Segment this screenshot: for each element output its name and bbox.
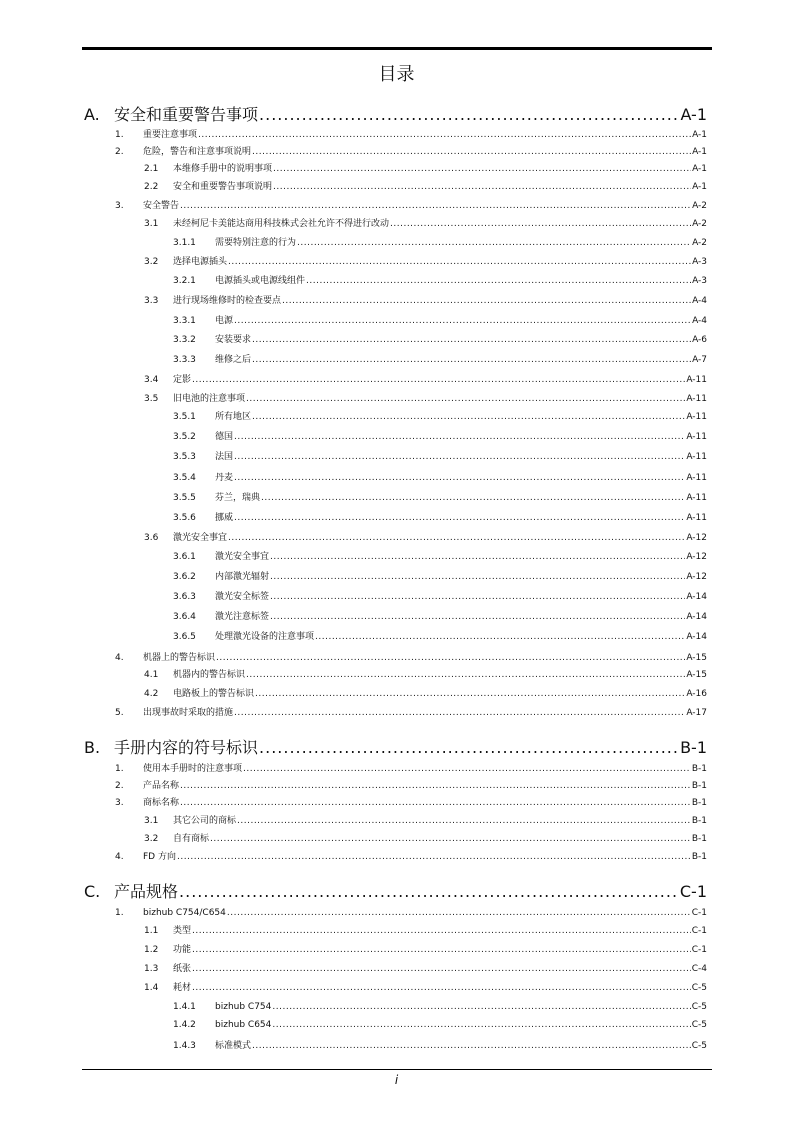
toc-entry-page: A-11 [686, 513, 707, 523]
toc-entry-title: 手册内容的符号标识 [114, 738, 259, 757]
toc-entry-title: 商标名称 [143, 798, 180, 808]
toc-entry[interactable] [173, 571, 707, 584]
toc-entry-number: 1. [115, 764, 124, 774]
toc-entry-number: 3.5.4 [173, 473, 196, 483]
toc-entry-page: B-1 [691, 852, 707, 862]
toc-entry[interactable] [84, 737, 707, 759]
toc-entry-page: A-1 [692, 147, 707, 157]
toc-entry[interactable] [173, 431, 707, 444]
toc-leader-dots [192, 944, 691, 957]
toc-entry-number: 3.4 [144, 375, 159, 385]
toc-entry[interactable] [144, 815, 707, 828]
toc-entry-page: A-1 [680, 105, 707, 124]
toc-leader-dots [272, 1001, 690, 1014]
toc-entry[interactable] [173, 354, 707, 367]
toc-entry-title: 安全和重要警告事项 [114, 105, 259, 124]
toc-entry-title: 芬兰，瑞典 [215, 493, 261, 503]
toc-entry-title: 选择电源插头 [173, 257, 228, 267]
toc-entry-number: 1.4.3 [173, 1041, 196, 1051]
toc-entry[interactable] [173, 631, 707, 644]
toc-entry[interactable] [115, 763, 707, 776]
toc-entry[interactable] [144, 944, 707, 957]
toc-entry[interactable] [144, 374, 707, 387]
toc-entry-title: 出现事故时采取的措施 [143, 708, 234, 718]
toc-entry-page: A-11 [686, 412, 707, 422]
toc-leader-dots [234, 512, 685, 525]
toc-entry[interactable] [144, 688, 707, 701]
toc-entry-page: C-1 [691, 926, 707, 936]
toc-leader-dots [180, 200, 691, 213]
toc-entry-page: A-11 [686, 473, 707, 483]
toc-entry[interactable] [84, 881, 707, 903]
toc-entry-page: A-7 [692, 355, 707, 365]
toc-leader-dots [198, 129, 691, 142]
toc-entry-page: A-14 [686, 612, 707, 622]
toc-leader-dots [234, 707, 685, 720]
toc-entry-page: B-1 [691, 816, 707, 826]
toc-entry-page: A-11 [686, 375, 707, 385]
toc-entry-number: 3.5.3 [173, 452, 196, 462]
toc-entry-page: B-1 [691, 764, 707, 774]
toc-leader-dots [255, 688, 685, 701]
toc-leader-dots [228, 532, 685, 545]
toc-entry-title: 自有商标 [173, 834, 210, 844]
toc-entry-title: 激光安全事宜 [173, 533, 228, 543]
toc-leader-dots [259, 737, 679, 759]
toc-entry[interactable] [173, 275, 707, 288]
toc-leader-dots [270, 551, 685, 564]
toc-entry[interactable] [144, 218, 707, 231]
toc-entry-page: A-11 [686, 394, 707, 404]
toc-entry-title: 产品规格 [114, 882, 179, 901]
toc-entry-title: 未经柯尼卡美能达商用科技株式会社允许不得进行改动 [173, 219, 390, 229]
toc-entry-title: 标准模式 [215, 1041, 252, 1051]
toc-leader-dots [228, 256, 691, 269]
toc-entry-page: C-5 [691, 983, 707, 993]
toc-entry-title: FD 方向 [143, 852, 176, 862]
toc-entry-page: A-15 [686, 653, 707, 663]
toc-entry-number: A. [84, 105, 100, 124]
toc-entry-title: 激光注意标签 [215, 612, 270, 622]
toc-entry-title: 机器内的警告标识 [173, 670, 246, 680]
toc-leader-dots [192, 963, 691, 976]
toc-leader-dots [237, 815, 691, 828]
toc-entry[interactable] [144, 181, 707, 194]
toc-entry[interactable] [173, 315, 707, 328]
toc-entry-number: 1.2 [144, 945, 159, 955]
toc-entry-number: 3.5.5 [173, 493, 196, 503]
toc-leader-dots [246, 669, 685, 682]
toc-entry[interactable] [173, 1001, 707, 1014]
toc-leader-dots [273, 163, 691, 176]
toc-entry-page: A-12 [686, 533, 707, 543]
toc-leader-dots [177, 851, 691, 864]
toc-leader-dots [252, 1040, 691, 1053]
toc-entry-page: A-2 [692, 219, 707, 229]
toc-leader-dots [252, 411, 685, 424]
toc-entry-title: 激光安全事宜 [215, 552, 270, 562]
toc-entry-page: A-15 [686, 670, 707, 680]
toc-entry-title: 使用本手册时的注意事项 [143, 764, 243, 774]
toc-leader-dots [227, 907, 691, 920]
toc-entry-title: 定影 [173, 375, 192, 385]
toc-entry-title: 机器上的警告标识 [143, 653, 216, 663]
toc-entry[interactable] [115, 146, 707, 159]
toc-leader-dots [192, 925, 691, 938]
toc-entry-title: 进行现场维修时的检查要点 [173, 296, 282, 306]
toc-entry-number: 3.5 [144, 394, 159, 404]
toc-entry-page: C-1 [679, 882, 707, 901]
toc-entry[interactable] [115, 200, 707, 213]
toc-entry-page: C-5 [691, 1020, 707, 1030]
toc-entry-number: 3.6.1 [173, 552, 196, 562]
toc-entry[interactable] [144, 532, 707, 545]
toc-leader-dots [390, 218, 691, 231]
toc-entry-title: 激光安全标签 [215, 592, 270, 602]
toc-entry[interactable] [173, 1019, 707, 1032]
toc-entry[interactable] [173, 551, 707, 564]
toc-entry[interactable] [173, 591, 707, 604]
toc-entry-page: A-12 [686, 552, 707, 562]
toc-entry[interactable] [115, 851, 707, 864]
toc-leader-dots [234, 451, 685, 464]
toc-entry-page: A-11 [686, 432, 707, 442]
toc-entry[interactable] [173, 1040, 707, 1053]
toc-entry-number: 3. [115, 201, 124, 211]
toc-entry-title: 产品名称 [143, 781, 180, 791]
toc-leader-dots [270, 571, 685, 584]
toc-entry-page: A-6 [692, 335, 707, 345]
toc-leader-dots [210, 833, 691, 846]
toc-leader-dots [234, 431, 685, 444]
toc-entry-page: C-1 [691, 908, 707, 918]
toc-entry[interactable] [144, 982, 707, 995]
toc-entry-title: 维修之后 [215, 355, 252, 365]
toc-entry[interactable] [115, 907, 707, 920]
toc-leader-dots [234, 472, 685, 485]
toc-entry-page: B-1 [680, 738, 707, 757]
toc-entry-number: 3.3 [144, 296, 159, 306]
toc-entry-title: 挪威 [215, 513, 234, 523]
toc-entry[interactable] [115, 707, 707, 720]
toc-entry[interactable] [144, 669, 707, 682]
toc-entry-title: 纸张 [173, 964, 192, 974]
toc-entry-title: 其它公司的商标 [173, 816, 237, 826]
toc-leader-dots [252, 334, 691, 347]
toc-entry-number: 2. [115, 781, 124, 791]
toc-entry[interactable] [144, 925, 707, 938]
toc-entry-page: A-4 [692, 296, 707, 306]
toc-leader-dots [261, 492, 685, 505]
toc-leader-dots [282, 295, 691, 308]
toc-entry[interactable] [84, 104, 707, 126]
toc-entry-page: C-1 [691, 945, 707, 955]
toc-entry-page: A-2 [692, 201, 707, 211]
page-number: i [394, 1073, 399, 1087]
toc-entry-title: 法国 [215, 452, 234, 462]
toc-entry-page: A-1 [692, 164, 707, 174]
toc-leader-dots [216, 652, 685, 665]
toc-entry[interactable] [144, 393, 707, 406]
toc-entry-page: A-11 [686, 493, 707, 503]
toc-leader-dots [180, 780, 691, 793]
toc-entry-page: C-5 [691, 1002, 707, 1012]
toc-leader-dots [246, 393, 685, 406]
toc-entry-number: 2. [115, 147, 124, 157]
toc-entry-number: 4.2 [144, 689, 159, 699]
page-title: 目录 [378, 64, 415, 85]
toc-entry-number: 3.5.2 [173, 432, 196, 442]
toc-entry[interactable] [144, 256, 707, 269]
toc-entry-title: 重要注意事项 [143, 130, 198, 140]
toc-entry[interactable] [173, 472, 707, 485]
toc-entry-number: 1. [115, 130, 124, 140]
toc-entry-page: A-12 [686, 572, 707, 582]
toc-entry-number: 3.2 [144, 834, 159, 844]
toc-entry-title: 安全警告 [143, 201, 180, 211]
toc-leader-dots [259, 104, 679, 126]
toc-entry-title: bizhub C754/C654 [143, 908, 226, 918]
toc-entry-title: 电源 [215, 316, 234, 326]
toc-leader-dots [179, 881, 679, 903]
toc-entry-number: 3.2.1 [173, 276, 196, 286]
toc-entry-number: 3.6.4 [173, 612, 196, 622]
toc-leader-dots [192, 374, 685, 387]
toc-entry[interactable] [115, 129, 707, 142]
toc-entry-number: 2.2 [144, 182, 159, 192]
toc-entry-title: bizhub C654 [215, 1020, 272, 1030]
toc-entry-number: 1.4 [144, 983, 159, 993]
toc-leader-dots [297, 237, 691, 250]
toc-entry[interactable] [173, 492, 707, 505]
toc-entry-page: A-1 [692, 182, 707, 192]
toc-entry-page: C-5 [691, 1041, 707, 1051]
toc-entry-number: 3.6.2 [173, 572, 196, 582]
toc-entry-number: 3.6 [144, 533, 159, 543]
toc-entry-page: B-1 [691, 781, 707, 791]
toc-entry-title: 安装要求 [215, 335, 252, 345]
toc-entry-page: A-16 [686, 689, 707, 699]
toc-entry-page: A-11 [686, 452, 707, 462]
toc-entry-page: B-1 [691, 834, 707, 844]
toc-entry-number: 4. [115, 653, 124, 663]
toc-entry-title: 危险，警告和注意事项说明 [143, 147, 252, 157]
toc-entry[interactable] [115, 652, 707, 665]
toc-entry-page: A-2 [692, 238, 707, 248]
toc-entry[interactable] [144, 963, 707, 976]
toc-entry-number: 1.3 [144, 964, 159, 974]
toc-entry-title: 处理激光设备的注意事项 [215, 632, 315, 642]
toc-entry[interactable] [173, 451, 707, 464]
toc-entry-number: 3.2 [144, 257, 159, 267]
toc-entry-page: A-1 [692, 130, 707, 140]
toc-leader-dots [252, 354, 691, 367]
toc-entry-number: 3.3.1 [173, 316, 196, 326]
toc-entry[interactable] [173, 512, 707, 525]
toc-entry-number: 3.5.6 [173, 513, 196, 523]
toc-entry-page: C-4 [691, 964, 707, 974]
toc-entry-title: 旧电池的注意事项 [173, 394, 246, 404]
toc-entry[interactable] [144, 163, 707, 176]
toc-entry-title: 所有地区 [215, 412, 252, 422]
toc-entry-page: A-3 [692, 276, 707, 286]
toc-entry-title: 内部激光辐射 [215, 572, 270, 582]
toc-leader-dots [234, 315, 691, 328]
toc-leader-dots [243, 763, 691, 776]
toc-entry-number: 3.3.2 [173, 335, 196, 345]
toc-entry-number: 3.1 [144, 219, 159, 229]
toc-entry-title: 丹麦 [215, 473, 234, 483]
toc-entry-number: C. [84, 882, 101, 901]
toc-entry[interactable] [144, 833, 707, 846]
toc-entry-number: 1. [115, 908, 124, 918]
toc-entry-page: A-14 [686, 632, 707, 642]
toc-entry[interactable] [144, 295, 707, 308]
toc-entry-number: 4.1 [144, 670, 159, 680]
toc-leader-dots [273, 181, 691, 194]
toc-entry-number: 2.1 [144, 164, 159, 174]
toc-entry-title: 需要特别注意的行为 [215, 238, 297, 248]
toc-entry-title: 功能 [173, 945, 192, 955]
toc-leader-dots [192, 982, 691, 995]
toc-entry-number: 1.1 [144, 926, 159, 936]
toc-entry[interactable] [115, 780, 707, 793]
toc-entry-page: A-17 [686, 708, 707, 718]
toc-entry-title: 安全和重要警告事项说明 [173, 182, 273, 192]
toc-entry-number: 3. [115, 798, 124, 808]
toc-entry-title: 电路板上的警告标识 [173, 689, 255, 699]
toc-entry-page: A-14 [686, 592, 707, 602]
toc-entry-number: 3.5.1 [173, 412, 196, 422]
toc-leader-dots [180, 797, 691, 810]
toc-entry-title: 电源插头或电源线组件 [215, 276, 306, 286]
toc-entry-number: 1.4.2 [173, 1020, 196, 1030]
toc-entry-page: A-4 [692, 316, 707, 326]
toc-entry[interactable] [173, 334, 707, 347]
bottom-rule [82, 1069, 712, 1070]
toc-entry-number: 1.4.1 [173, 1002, 196, 1012]
toc-entry-title: 德国 [215, 432, 234, 442]
toc-entry-number: 3.6.3 [173, 592, 196, 602]
toc-entry-number: 5. [115, 708, 124, 718]
toc-leader-dots [272, 1019, 690, 1032]
toc-entry-title: 类型 [173, 926, 192, 936]
toc-entry[interactable] [173, 237, 707, 250]
toc-entry-number: 3.1 [144, 816, 159, 826]
toc-entry-number: 4. [115, 852, 124, 862]
toc-entry-title: 耗材 [173, 983, 192, 993]
toc-leader-dots [306, 275, 691, 288]
toc-entry[interactable] [173, 611, 707, 624]
toc-entry-number: 3.3.3 [173, 355, 196, 365]
toc-entry-number: 3.1.1 [173, 238, 196, 248]
toc-entry-page: B-1 [691, 798, 707, 808]
toc-entry-number: 3.6.5 [173, 632, 196, 642]
toc-leader-dots [270, 591, 685, 604]
toc-entry-page: A-3 [692, 257, 707, 267]
toc-entry-title: bizhub C754 [215, 1002, 272, 1012]
toc-leader-dots [270, 611, 685, 624]
toc-entry-number: B. [84, 738, 101, 757]
toc-entry[interactable] [115, 797, 707, 810]
toc-entry-title: 本维修手册中的说明事项 [173, 164, 273, 174]
toc-leader-dots [252, 146, 691, 159]
toc-entry[interactable] [173, 411, 707, 424]
toc-leader-dots [315, 631, 685, 644]
